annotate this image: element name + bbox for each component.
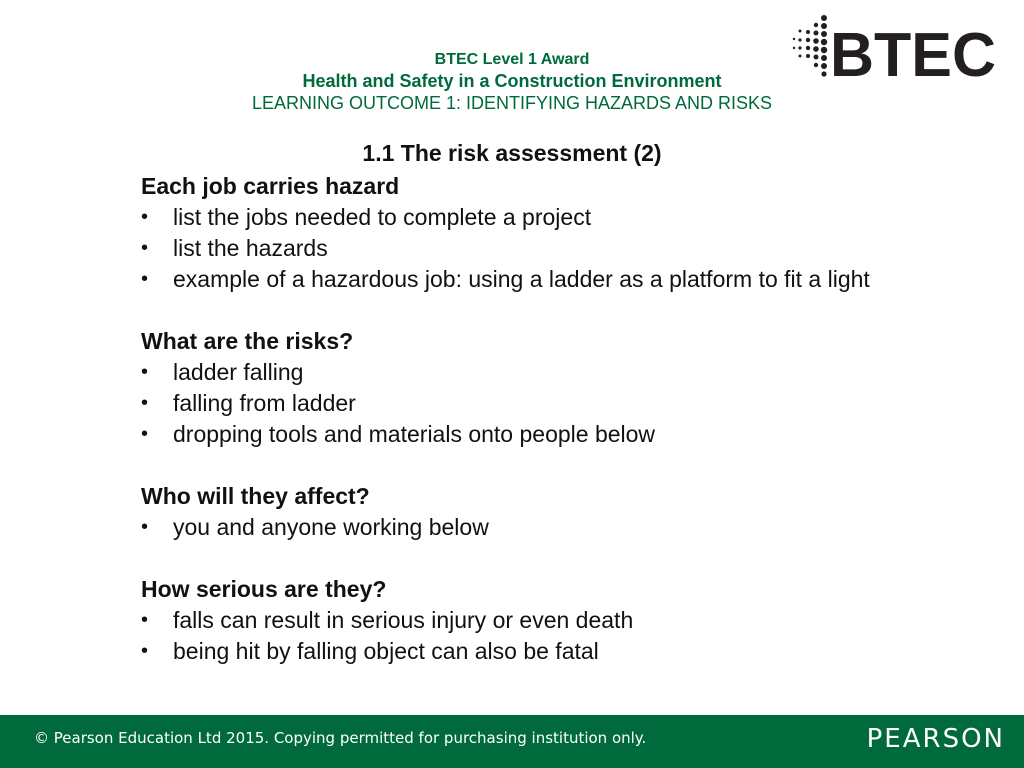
spacer [141,295,911,326]
section-risks [141,326,911,450]
spacer [141,450,911,481]
list-item: • falling from ladder [141,388,911,419]
spacer [141,543,911,574]
section-hazards [141,171,911,295]
list-item: • you and anyone working below [141,512,911,543]
btec-logo [790,14,1000,84]
section-affected [141,481,911,543]
learning-outcome: LEARNING OUTCOME 1: IDENTIFYING HAZARDS AND RISKS [251,93,773,113]
section-heading: What are the risks? [141,328,354,354]
bullet-icon: • [141,361,149,383]
section-heading: Each job carries hazard [141,173,400,199]
slide-content [141,171,911,667]
list-item: • list the hazards [141,233,911,264]
slide-title: 1.1 The risk assessment (2) [362,140,662,166]
list-item: • ladder falling [141,357,911,388]
list-item: • dropping tools and materials onto people below [141,419,911,450]
copyright-notice: © Pearson Education Ltd 2015. Copying permitted for purchasing institution only. [34,729,647,747]
course-title: Health and Safety in a Construction Environment [302,71,722,91]
section-heading: How serious are they? [141,576,387,602]
bullet-list [141,357,911,450]
btec-logo-text: BTEC [830,21,996,84]
bullet-icon: • [141,237,149,259]
bullet-icon: • [141,609,149,631]
list-item: • list the jobs needed to complete a project [141,202,911,233]
bullet-icon: • [141,423,149,445]
list-item: • being hit by falling object can also be fatal [141,636,911,667]
bullet-icon: • [141,268,149,290]
dots-icon [793,15,827,77]
list-item: • example of a hazardous job: using a ladder as a platform to fit a light [141,264,911,295]
footer-bar [0,715,1024,768]
bullet-icon: • [141,392,149,414]
list-item: • falls can result in serious injury or even death [141,605,911,636]
section-heading: Who will they affect? [141,483,370,509]
course-level: BTEC Level 1 Award [434,51,590,68]
section-severity [141,574,911,667]
bullet-icon: • [141,640,149,662]
bullet-list [141,512,911,543]
pearson-logo: PEARSON [866,724,1005,754]
bullet-icon: • [141,516,149,538]
bullet-icon: • [141,206,149,228]
bullet-list [141,202,911,295]
bullet-list [141,605,911,667]
